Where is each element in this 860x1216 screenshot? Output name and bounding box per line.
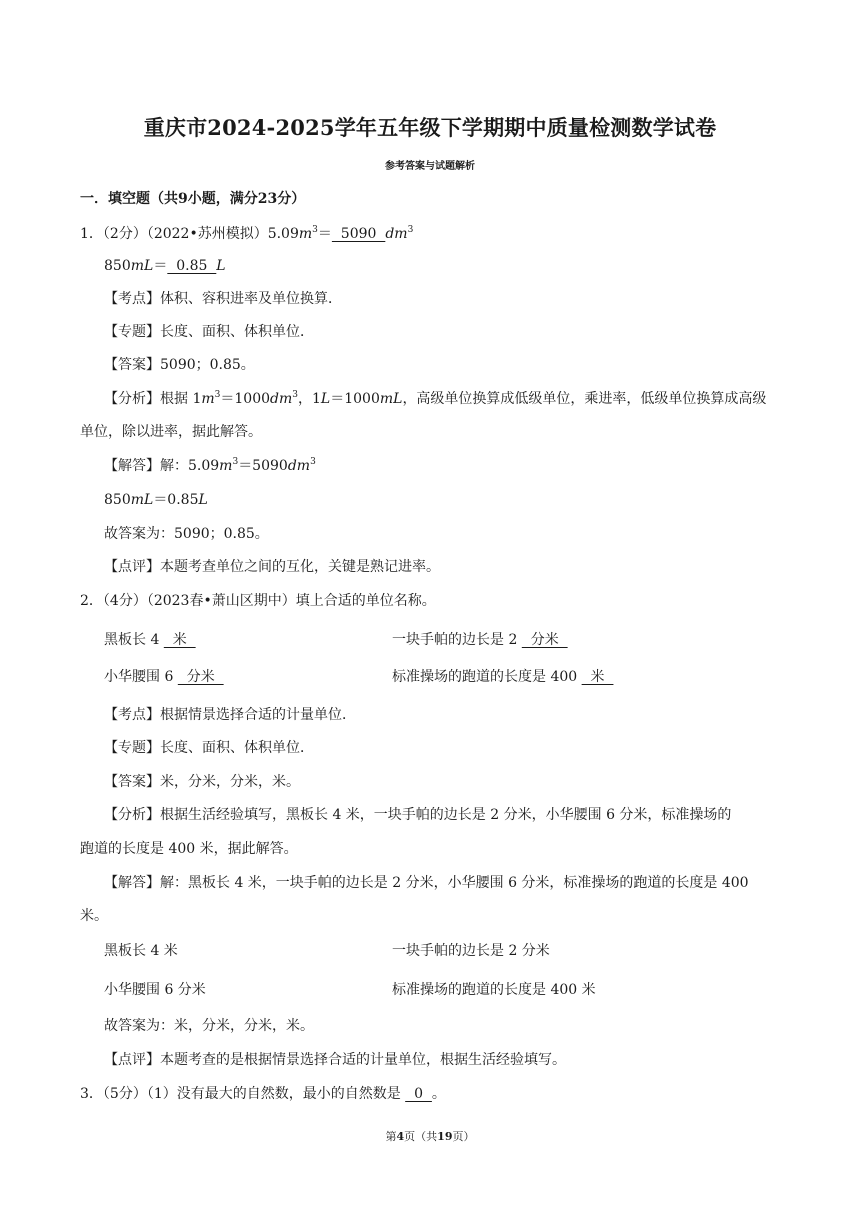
q2-answer-handkerchief: 一块手帕的边长是 2 分米 xyxy=(392,943,550,959)
q2-jieda: 【解答】解：黑板长 4 米，一块手帕的边长是 2 分米，小华腰围 6 分米，标准操场的跑道的长度是 400 xyxy=(104,875,749,891)
item-text: 小华腰围 6 xyxy=(104,669,178,685)
q1-fenxi: 【分析】根据 $1m^3=1000dm^3$，1L＝1000mL，高级单位换算成低级单位，乘进率，低级单位换算成高级 xyxy=(104,390,767,407)
q2-jieda-line2: 米。 xyxy=(80,908,108,924)
equals: ＝ xyxy=(317,226,332,242)
fenxi-text: ，1 xyxy=(298,391,321,407)
q2-fenxi-line2: 跑道的长度是 400 米，据此解答。 xyxy=(80,841,298,857)
unit-ml: mL xyxy=(130,258,154,274)
unit-dm: dm xyxy=(270,391,293,407)
unit-m: m xyxy=(298,226,313,242)
q2-dianping: 【点评】本题考查的是根据情景选择合适的计量单位，根据生活经验填写。 xyxy=(104,1052,566,1068)
q2-answer-waist: 小华腰围 6 分米 xyxy=(104,982,206,998)
q1-stem: 1．（2分）（2022•苏州模拟）$5.09m^3= 5090$ $dm^3$ xyxy=(80,225,414,242)
footer-text: 第 xyxy=(385,1130,397,1143)
unit-m: m xyxy=(219,458,233,474)
fenxi-text: ，高级单位换算成低级单位，乘进率，低级单位换算成高级 xyxy=(402,391,767,407)
answer-blank: 5090 xyxy=(331,226,386,242)
q1-dianping: 【点评】本题考查单位之间的互化，关键是熟记进率。 xyxy=(104,559,440,575)
q3-stem-end: 。 xyxy=(431,1086,446,1102)
q2-guda: 故答案为：米，分米，分米，米。 xyxy=(104,1018,314,1034)
page-footer xyxy=(0,1128,860,1144)
q1-guda: 故答案为：5090；0.85。 xyxy=(104,526,269,542)
jieda-text: 850 xyxy=(104,492,131,508)
q2-item-track xyxy=(392,667,613,687)
unit-m: m xyxy=(201,391,215,407)
q1-fenxi-line2: 单位，除以进率，据此解答。 xyxy=(80,424,262,440)
answer-blank: 0 xyxy=(405,1086,432,1102)
q1-daan: 【答案】5090；0.85。 xyxy=(104,357,255,373)
section-heading: 一．填空题（共9小题，满分23分） xyxy=(80,191,306,207)
footer-text: 页） xyxy=(452,1130,475,1143)
answer-blank: 米 xyxy=(581,669,614,685)
q2-daan: 【答案】米，分米，分米，米。 xyxy=(104,774,300,790)
q2-answer-blackboard: 黑板长 4 米 xyxy=(104,943,178,959)
item-text: 一块手帕的边长是 2 xyxy=(392,632,522,648)
q3-stem-text: 3．（5分）（1）没有最大的自然数，最小的自然数是 xyxy=(80,1086,406,1102)
q1-zhuanti: 【专题】长度、面积、体积单位． xyxy=(104,324,314,340)
page-title: 重庆市2024-2025学年五年级下学期期中质量检测数学试卷 xyxy=(143,115,717,140)
unit-ml: mL xyxy=(130,492,154,508)
q2-stem: 2．（4分）（2023春•萧山区期中）填上合适的单位名称。 xyxy=(80,593,436,609)
unit-l: L xyxy=(198,492,208,508)
answer-blank: 分米 xyxy=(177,669,224,685)
footer-text: 页（共 xyxy=(404,1130,438,1143)
page-subtitle: 参考答案与试题解析 xyxy=(385,161,475,172)
q2-item-blackboard xyxy=(104,630,196,650)
fenxi-text: ＝1000 xyxy=(220,391,271,407)
q2-fenxi: 【分析】根据生活经验填写，黑板长 4 米，一块手帕的边长是 2 分米，小华腰围 6 分米，标准操场的 xyxy=(104,807,732,823)
answer-blank: 米 xyxy=(163,632,196,648)
q1-stem-text: 1．（2分）（2022•苏州模拟）5.09 xyxy=(80,226,299,242)
total-pages: 19 xyxy=(437,1130,453,1143)
unit-dm: dm xyxy=(385,226,408,242)
page-number: 4 xyxy=(396,1130,405,1143)
unit-l: L xyxy=(216,258,226,274)
q1-jieda-line2 xyxy=(104,490,208,510)
fenxi-text: ＝1000 xyxy=(330,391,380,407)
item-text: 黑板长 4 xyxy=(104,632,164,648)
unit-dm: dm xyxy=(287,458,311,474)
q2-answer-track: 标准操场的跑道的长度是 400 米 xyxy=(392,982,596,998)
equals: ＝ xyxy=(153,258,168,274)
jieda-text: ＝5090 xyxy=(238,458,288,474)
answer-blank: 0.85 xyxy=(167,258,217,274)
q1-kaodian: 【考点】体积、容积进率及单位换算． xyxy=(104,291,342,307)
q2-item-handkerchief xyxy=(392,630,568,650)
fenxi-text: 【分析】根据 1 xyxy=(104,391,202,407)
q1-stem-line2 xyxy=(104,256,226,276)
q1-jieda: 【解答】解：$5.09m^3=5090dm^3$ xyxy=(104,457,316,474)
q3-stem xyxy=(80,1084,446,1104)
q2-kaodian: 【考点】根据情景选择合适的计量单位． xyxy=(104,707,356,723)
q2-zhuanti: 【专题】长度、面积、体积单位． xyxy=(104,740,314,756)
jieda-text: ＝0.85 xyxy=(153,492,199,508)
unit-ml: mL xyxy=(379,391,403,407)
jieda-text: 【解答】解：5.09 xyxy=(104,458,220,474)
q1-l2-number: 850 xyxy=(104,258,131,274)
unit-l: L xyxy=(320,391,331,407)
answer-blank: 分米 xyxy=(521,632,568,648)
item-text: 标准操场的跑道的长度是 400 xyxy=(392,669,582,685)
q2-item-waist xyxy=(104,667,224,687)
